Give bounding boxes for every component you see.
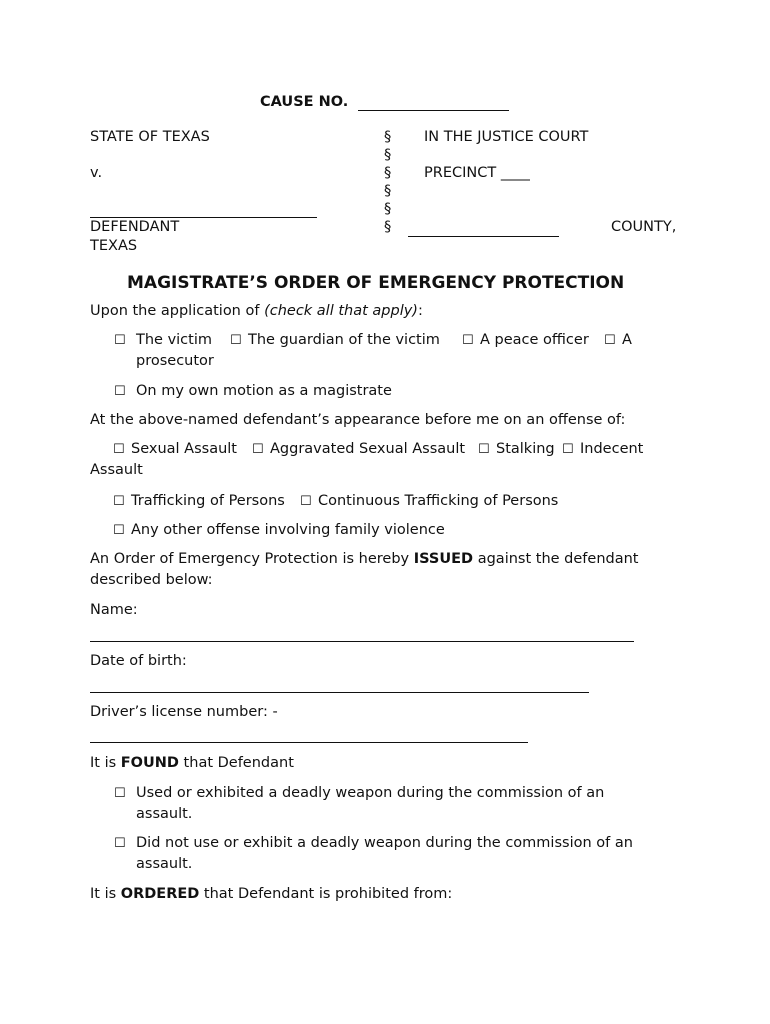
offense-aggravated: Aggravated Sexual Assault (270, 441, 466, 457)
cause-number-label: CAUSE NO. (260, 94, 349, 110)
cause-number-blank (358, 110, 509, 111)
found-pre: It is (90, 755, 121, 771)
option-prosecutor: A (622, 332, 632, 348)
ordered-bold: ORDERED (120, 886, 200, 902)
checkbox-icon[interactable]: ☐ (114, 384, 126, 399)
option-guardian: The guardian of the victim (248, 332, 440, 348)
defendant-label: DEFENDANT (90, 219, 180, 235)
checkbox-icon[interactable]: ☐ (604, 333, 616, 348)
found-bold: FOUND (120, 755, 179, 771)
offense-family-violence: Any other offense involving family violence (131, 522, 445, 538)
application-intro-text: Upon the application of (90, 303, 265, 319)
found-option-not-used: Did not use or exhibit a deadly weapon during the commission of an (136, 835, 633, 851)
issued-line2: described below: (90, 572, 213, 588)
option-own-motion: On my own motion as a magistrate (136, 383, 392, 399)
page-title: MAGISTRATE’S ORDER OF EMERGENCY PROTECTION (127, 273, 625, 293)
ordered-post: that Defendant is prohibited from: (199, 886, 453, 902)
issued-pre: An Order of Emergency Protection is hereby (90, 551, 414, 567)
offense-indecent: Indecent (580, 441, 644, 457)
found-option-not-used-wrap: assault. (136, 856, 193, 872)
checkbox-icon[interactable]: ☐ (113, 494, 125, 509)
checkbox-icon[interactable]: ☐ (462, 333, 474, 348)
county-blank (408, 236, 559, 237)
checkbox-icon[interactable]: ☐ (113, 523, 125, 538)
dob-field[interactable] (90, 692, 589, 693)
license-label: Driver’s license number: - (90, 704, 278, 720)
section-mark: § (384, 219, 392, 235)
option-peace-officer: A peace officer (480, 332, 589, 348)
section-mark: § (384, 129, 392, 145)
name-label: Name: (90, 602, 138, 618)
offense-intro: At the above-named defendant’s appearance before me on an offense of: (90, 412, 626, 428)
option-victim: The victim (136, 332, 212, 348)
section-mark: § (384, 165, 392, 181)
checkbox-icon[interactable]: ☐ (478, 442, 490, 457)
offense-sexual-assault: Sexual Assault (131, 441, 237, 457)
offense-indecent-wrap: Assault (90, 462, 143, 478)
application-intro (90, 303, 423, 319)
found-statement (90, 755, 294, 771)
ordered-pre: It is (90, 886, 121, 902)
versus: v. (90, 165, 103, 181)
defendant-blank (90, 217, 317, 218)
issued-post: against the defendant (473, 551, 639, 567)
name-field[interactable] (90, 641, 634, 642)
section-mark: § (384, 201, 392, 217)
found-post: that Defendant (178, 755, 294, 771)
checkbox-icon[interactable]: ☐ (114, 836, 126, 851)
checkbox-icon[interactable]: ☐ (562, 442, 574, 457)
application-intro-colon: : (417, 303, 423, 319)
county-label: COUNTY, (611, 219, 677, 235)
section-mark: § (384, 147, 392, 163)
offense-stalking: Stalking (496, 441, 555, 457)
checkbox-icon[interactable]: ☐ (252, 442, 264, 457)
found-option-used-wrap: assault. (136, 806, 193, 822)
option-prosecutor-wrap: prosecutor (136, 353, 214, 369)
application-intro-italic: (check all that apply) (264, 303, 418, 319)
issued-bold: ISSUED (413, 551, 474, 567)
checkbox-icon[interactable]: ☐ (300, 494, 312, 509)
precinct-label: PRECINCT ____ (424, 165, 530, 181)
offense-trafficking: Trafficking of Persons (131, 493, 285, 509)
checkbox-icon[interactable]: ☐ (113, 442, 125, 457)
checkbox-icon[interactable]: ☐ (230, 333, 242, 348)
checkbox-icon[interactable]: ☐ (114, 333, 126, 348)
issued-statement (90, 551, 638, 567)
license-field[interactable] (90, 742, 528, 743)
ordered-statement (90, 886, 452, 902)
state-of-texas: STATE OF TEXAS (90, 129, 210, 145)
texas-label: TEXAS (90, 238, 138, 254)
court-label: IN THE JUSTICE COURT (424, 129, 589, 145)
found-option-used: Used or exhibited a deadly weapon during the commission of an (136, 785, 605, 801)
offense-continuous-trafficking: Continuous Trafficking of Persons (318, 493, 559, 509)
checkbox-icon[interactable]: ☐ (114, 786, 126, 801)
dob-label: Date of birth: (90, 653, 187, 669)
section-mark: § (384, 183, 392, 199)
